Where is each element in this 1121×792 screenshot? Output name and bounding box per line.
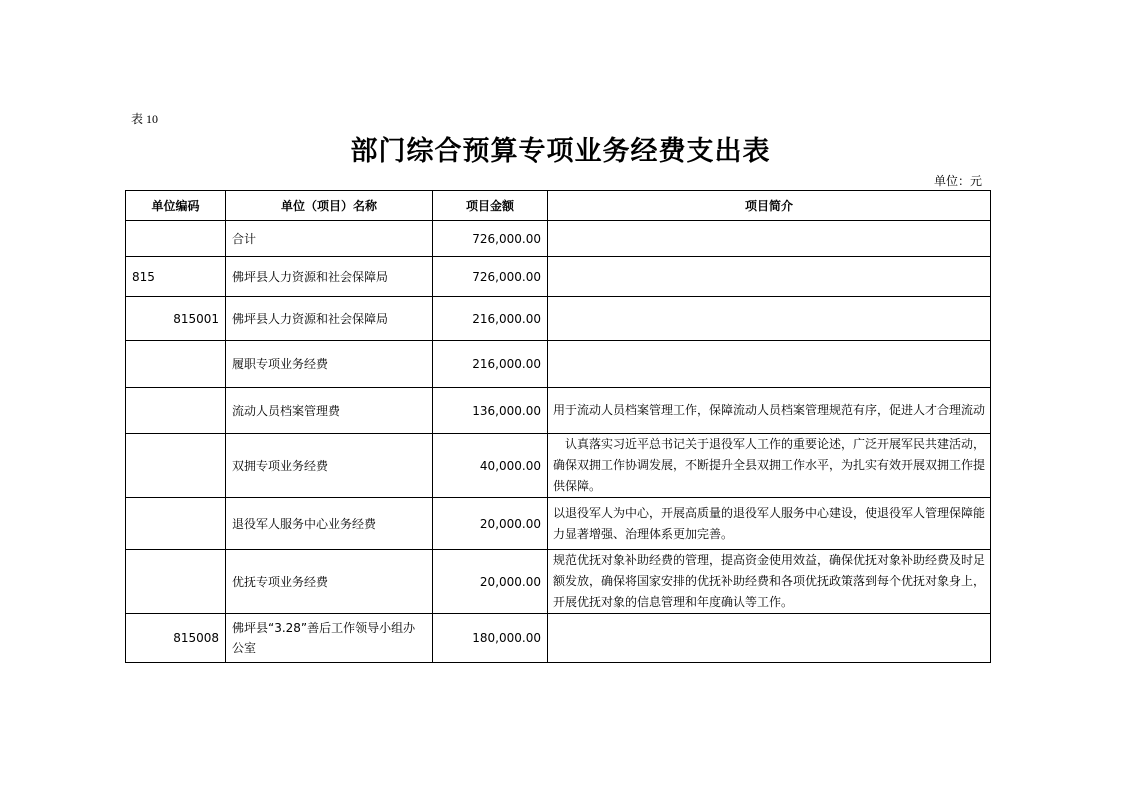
- table-number: 表 10: [131, 112, 159, 126]
- cell-name: 合计: [226, 221, 433, 257]
- cell-amount: 216,000.00: [433, 297, 548, 341]
- table-row: [126, 498, 991, 550]
- cell-desc: [548, 614, 991, 663]
- table-row: [126, 434, 991, 498]
- header-name: 单位（项目）名称: [226, 191, 433, 221]
- cell-code: [126, 434, 226, 498]
- unit-label: 单位：元: [933, 174, 982, 188]
- table-row: [126, 550, 991, 614]
- expense-table: [125, 190, 991, 663]
- cell-code: [126, 221, 226, 257]
- cell-code: [126, 550, 226, 614]
- cell-name: 流动人员档案管理费: [226, 388, 433, 434]
- cell-code: 815001: [126, 297, 226, 341]
- header-amount: 项目金额: [433, 191, 548, 221]
- table-row: [126, 614, 991, 663]
- table-row: [126, 297, 991, 341]
- cell-desc: [548, 341, 991, 388]
- cell-code: 815: [126, 257, 226, 297]
- cell-name: 履职专项业务经费: [226, 341, 433, 388]
- cell-code: 815008: [126, 614, 226, 663]
- table-row: [126, 221, 991, 257]
- cell-code: [126, 341, 226, 388]
- cell-name: 佛坪县“3.28”善后工作领导小组办公室: [226, 614, 433, 663]
- cell-name: 优抚专项业务经费: [226, 550, 433, 614]
- header-desc: 项目简介: [548, 191, 991, 221]
- cell-name: 佛坪县人力资源和社会保障局: [226, 257, 433, 297]
- cell-desc: [548, 297, 991, 341]
- table-row: [126, 388, 991, 434]
- cell-name: 退役军人服务中心业务经费: [226, 498, 433, 550]
- cell-amount: 726,000.00: [433, 221, 548, 257]
- cell-name: 双拥专项业务经费: [226, 434, 433, 498]
- cell-amount: 216,000.00: [433, 341, 548, 388]
- cell-desc: 规范优抚对象补助经费的管理，提高资金使用效益，确保优抚对象补助经费及时足额发放，确保将国家安排的优抚补助经费和各项优抚政策落到每个优抚对象身上，开展优抚对象的信息管理和年度确认等工作。: [548, 550, 991, 614]
- cell-amount: 20,000.00: [433, 498, 548, 550]
- table-row: [126, 257, 991, 297]
- cell-amount: 40,000.00: [433, 434, 548, 498]
- cell-desc: 以退役军人为中心，开展高质量的退役军人服务中心建设，使退役军人管理保障能力显著增强、治理体系更加完善。: [548, 498, 991, 550]
- cell-amount: 726,000.00: [433, 257, 548, 297]
- cell-code: [126, 498, 226, 550]
- cell-desc: [548, 257, 991, 297]
- cell-desc: [548, 221, 991, 257]
- cell-amount: 136,000.00: [433, 388, 548, 434]
- cell-amount: 180,000.00: [433, 614, 548, 663]
- cell-code: [126, 388, 226, 434]
- cell-amount: 20,000.00: [433, 550, 548, 614]
- table-row: [126, 341, 991, 388]
- cell-desc: 用于流动人员档案管理工作，保障流动人员档案管理规范有序，促进人才合理流动: [548, 388, 991, 434]
- table-header-row: [126, 191, 991, 221]
- page-title: 部门综合预算专项业务经费支出表: [350, 136, 771, 167]
- cell-name: 佛坪县人力资源和社会保障局: [226, 297, 433, 341]
- header-code: 单位编码: [126, 191, 226, 221]
- cell-desc: 认真落实习近平总书记关于退役军人工作的重要论述，广泛开展军民共建活动，确保双拥工作协调发展，不断提升全县双拥工作水平，为扎实有效开展双拥工作提供保障。: [548, 434, 991, 498]
